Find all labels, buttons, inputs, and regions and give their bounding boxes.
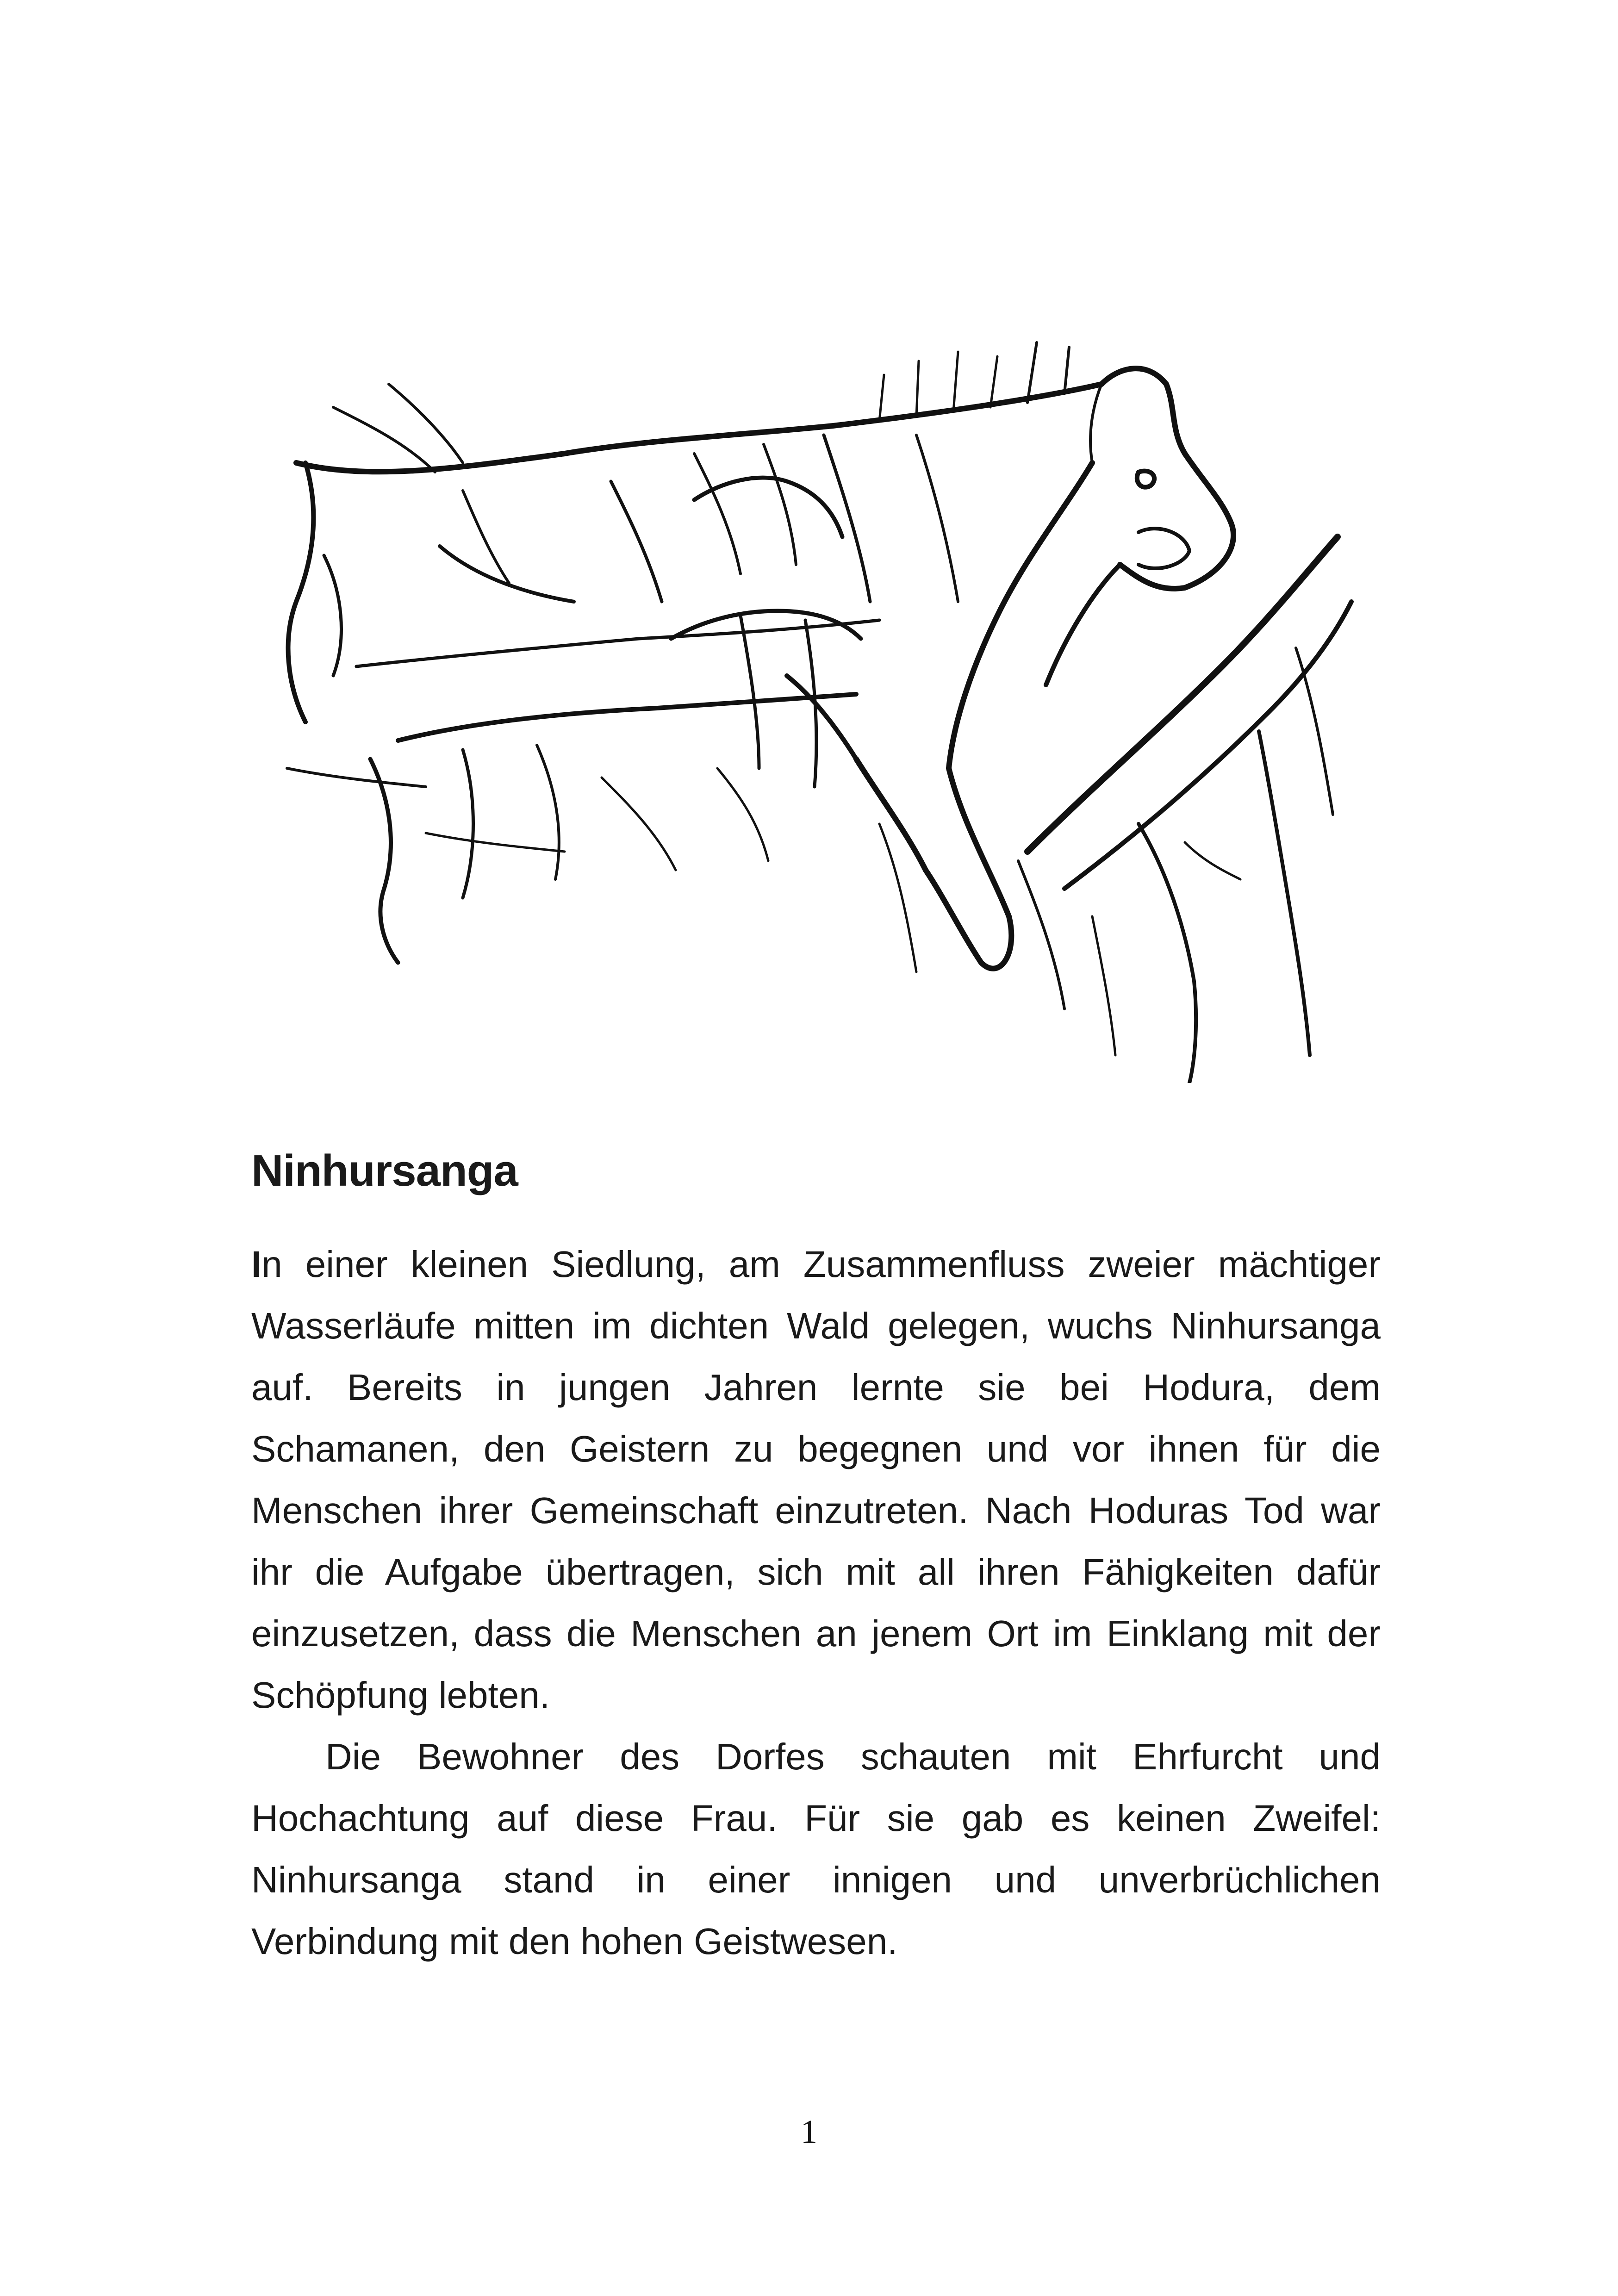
paragraph-2: Die Bewohner des Dorfes schauten mit Ehrfurcht und Hochachtung auf diese Frau. Für sie gab es keinen Zweifel: Ninhursanga stand in einer innigen und unverbrüchlichen Verbindung mit den hohen Geistwesen. <box>251 1736 1381 1962</box>
paragraph-1-text: n einer kleinen Siedlung, am Zusammenfluss zweier mächtiger Wasserläufe mitten im dichten Wald gelegen, wuchs Ninhursanga auf. Bereits in jungen Jahren lernte sie bei Hodura, dem Schamanen, den Geistern zu begegnen und vor ihnen für die Menschen ihrer Gemeinschaft einzutreten. Nach Hoduras Tod war ihr die Aufgabe übertragen, sich mit all ihren Fähigkeiten dafür einzusetzen, dass die Menschen an jenem Ort im Einklang mit der Schöpfung lebten. <box>251 1244 1381 1716</box>
cave-painting-horse-icon <box>278 315 1356 1083</box>
initial-letter: I <box>251 1244 262 1285</box>
body-text <box>251 1233 1381 1972</box>
chapter-title: Ninhursanga <box>251 1146 518 1195</box>
paragraph-1 <box>251 1233 1381 1726</box>
cave-painting-illustration <box>278 315 1356 1083</box>
page-number: 1 <box>801 2113 817 2150</box>
